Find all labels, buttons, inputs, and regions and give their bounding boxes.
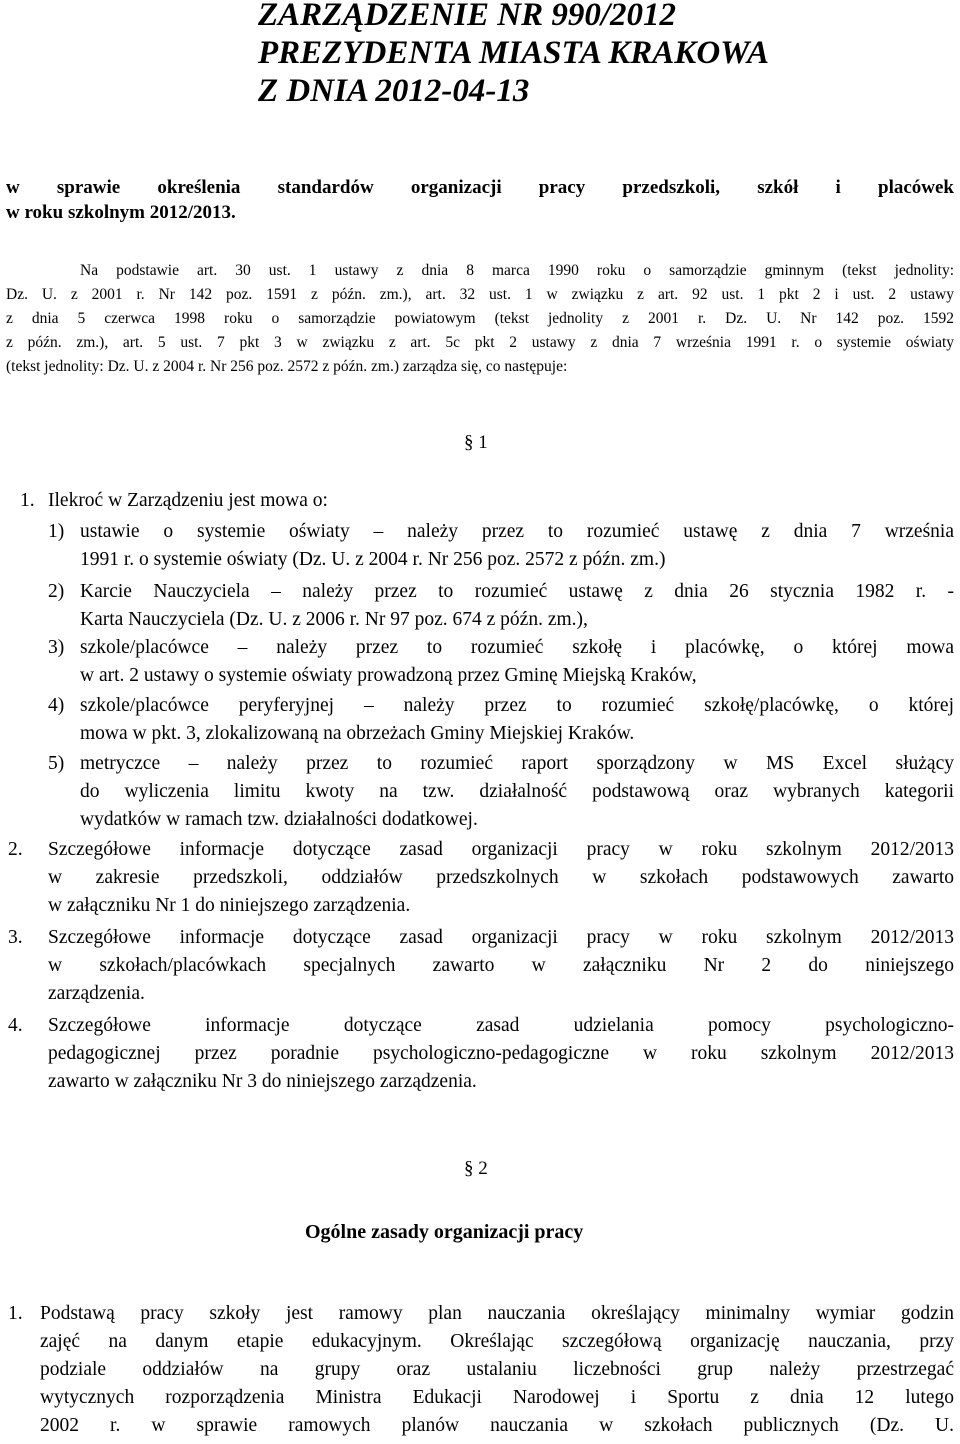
definition-line: metryczce – należy przez to rozumieć raport sporządzony w MS Excel służący — [80, 753, 954, 774]
definition-line: Karcie Nauczyciela – należy przez to rozumieć ustawę z dnia 26 stycznia 1982 r. - — [80, 581, 954, 602]
item-line: Szczegółowe informacje dotyczące zasad organizacji pracy w roku szkolnym 2012/2013 — [48, 839, 954, 860]
basis-line2: Dz. U. z 2001 r. Nr 142 poz. 1591 z późn. zm.), art. 32 ust. 1 w związku z art. 92 ust. 1 pkt 2 i ust. 2 ustawy — [6, 286, 954, 303]
paragraph-line: Podstawą pracy szkoły jest ramowy plan nauczania określający minimalny wymiar godzin — [40, 1303, 954, 1324]
definition-line: 1991 r. o systemie oświaty (Dz. U. z 2004 r. Nr 256 poz. 2572 z późn. zm.) — [80, 549, 666, 570]
definition-number: 2) — [48, 581, 65, 602]
item-line: w szkołach/placówkach specjalnych zawarto w załączniku Nr 2 do niniejszego — [48, 955, 954, 976]
item-line: w załączniku Nr 1 do niniejszego zarządzenia. — [48, 895, 411, 916]
document-title-line2: PREZYDENTA MIASTA KRAKOWA — [258, 35, 770, 71]
basis-line1: Na podstawie art. 30 ust. 1 ustawy z dnia 8 marca 1990 roku o samorządzie gminnym (tekst jednolity: — [80, 262, 954, 279]
item-line: w zakresie przedszkoli, oddziałów przedszkolnych w szkołach podstawowych zawarto — [48, 867, 954, 888]
definition-line: mowa w pkt. 3, zlokalizowaną na obrzeżach Gminy Miejskiej Kraków. — [80, 723, 635, 744]
document-title-line3: Z DNIA 2012-04-13 — [258, 73, 530, 109]
basis-line3: z dnia 5 czerwca 1998 roku o samorządzie powiatowym (tekst jednolity z 2001 r. Dz. U. Nr 142 poz. 1592 — [6, 310, 954, 327]
definition-line: szkole/placówce peryferyjnej – należy przez to rozumieć szkołę/placówkę, o której — [80, 695, 954, 716]
item-number: 1. — [20, 490, 35, 511]
definition-line: w art. 2 ustawy o systemie oświaty prowadzoną przez Gminę Miejską Kraków, — [80, 665, 697, 686]
item-line: pedagogicznej przez poradnie psychologiczno-pedagogiczne w roku szkolnym 2012/2013 — [48, 1043, 954, 1064]
item-text: Ilekroć w Zarządzeniu jest mowa o: — [48, 490, 328, 511]
definition-line: szkole/placówce – należy przez to rozumieć szkołę i placówkę, o której mowa — [80, 637, 954, 658]
item-line: zarządzenia. — [48, 983, 145, 1004]
subject-line1: w sprawie określenia standardów organizacji pracy przedszkoli, szkół i placówek — [6, 177, 954, 198]
definition-line: do wyliczenia limitu kwoty na tzw. działalność podstawową oraz wybranych kategorii — [80, 781, 954, 802]
definition-number: 1) — [48, 521, 65, 542]
definition-number: 5) — [48, 753, 65, 774]
item-number: 2. — [8, 839, 23, 860]
document-title-line1: ZARZĄDZENIE NR 990/2012 — [258, 0, 677, 33]
item-line: Szczegółowe informacje dotyczące zasad udzielania pomocy psychologiczno- — [48, 1015, 954, 1036]
definition-line: wydatków w ramach tzw. działalności dodatkowej. — [80, 809, 478, 830]
definition-line: Karta Nauczyciela (Dz. U. z 2006 r. Nr 97 poz. 674 z późn. zm.), — [80, 609, 588, 630]
definition-number: 4) — [48, 695, 65, 716]
paragraph-line: wytycznych rozporządzenia Ministra Edukacji Narodowej i Sportu z dnia 12 lutego — [40, 1387, 954, 1408]
definition-number: 3) — [48, 637, 65, 658]
basis-line4: z późn. zm.), art. 5 ust. 7 pkt 3 w związku z art. 5c pkt 2 ustawy z dnia 7 września 1991 r. o systemie oświaty — [6, 334, 954, 351]
paragraph-line: podziale oddziałów na grupy oraz ustalaniu liczebności grup należy przestrzegać — [40, 1359, 954, 1380]
item-number: 4. — [8, 1015, 23, 1036]
item-line: Szczegółowe informacje dotyczące zasad organizacji pracy w roku szkolnym 2012/2013 — [48, 927, 954, 948]
item-line: zawarto w załączniku Nr 3 do niniejszego zarządzenia. — [48, 1071, 477, 1092]
definition-line: ustawie o systemie oświaty – należy przez to rozumieć ustawę z dnia 7 września — [80, 521, 954, 542]
paragraph-line: 2002 r. w sprawie ramowych planów nauczania w szkołach publicznych (Dz. U. — [40, 1415, 954, 1436]
section-marker-1: § 1 — [464, 432, 488, 453]
section-heading: Ogólne zasady organizacji pracy — [305, 1221, 584, 1243]
basis-line5: (tekst jednolity: Dz. U. z 2004 r. Nr 256 poz. 2572 z późn. zm.) zarządza się, co następuje: — [6, 358, 568, 375]
section-marker-2: § 2 — [464, 1158, 488, 1179]
item-number: 1. — [8, 1303, 23, 1324]
item-number: 3. — [8, 927, 23, 948]
subject-line2: w roku szkolnym 2012/2013. — [6, 202, 236, 223]
paragraph-line: zajęć na danym etapie edukacyjnym. Określając szczegółową organizację nauczania, przy — [40, 1331, 954, 1352]
